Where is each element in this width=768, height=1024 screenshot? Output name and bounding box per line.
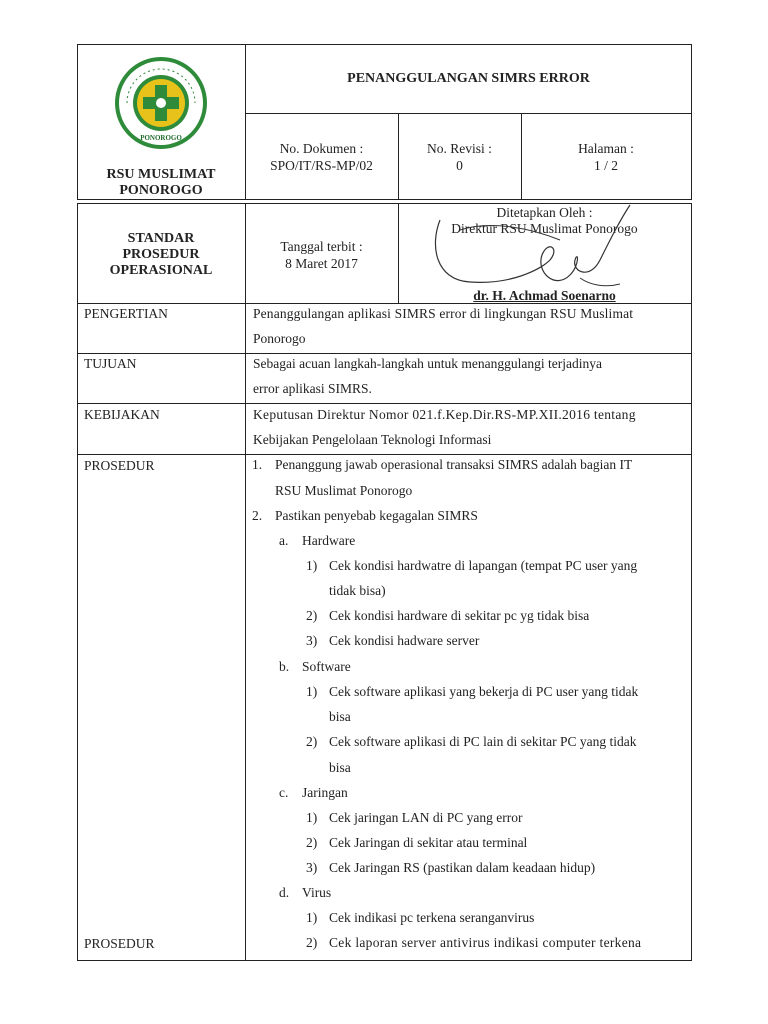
procedure-text: Penanggung jawab operasional transaksi SIMRS adalah bagian IT — [275, 457, 633, 472]
procedure-text: Cek laporan server antivirus indikasi computer terkena — [329, 935, 642, 950]
procedure-text: Cek Jaringan di sekitar atau terminal — [329, 835, 528, 850]
revision-value: 0 — [456, 158, 463, 173]
tujuan-line1: Sebagai acuan langkah-langkah untuk menanggulangi terjadinya — [253, 356, 603, 371]
kebijakan-line1: Keputusan Direktur Nomor 021.f.Kep.Dir.RS-MP.XII.2016 tentang — [253, 407, 636, 422]
revision-label: No. Revisi : — [427, 141, 492, 156]
procedure-text: Cek kondisi hadware server — [329, 633, 480, 648]
procedure-text: Cek Jaringan RS (pastikan dalam keadaan hidup) — [329, 860, 596, 875]
procedure-marker: 2. — [252, 508, 263, 523]
page-label: Halaman : — [578, 141, 634, 156]
procedure-text: Cek indikasi pc terkena seranganvirus — [329, 910, 535, 925]
page-value: 1 / 2 — [593, 158, 618, 173]
procedure-text: tidak bisa) — [329, 583, 386, 598]
procedure-marker: 2) — [306, 608, 318, 623]
logo-text-bottom: PONOROGO — [140, 134, 182, 142]
page-title: PENANGGULANGAN SIMRS ERROR — [347, 71, 590, 86]
pengertian-label: PENGERTIAN — [84, 306, 168, 321]
doc-number-label: No. Dokumen : — [279, 141, 364, 156]
procedure-marker: 3) — [306, 633, 318, 648]
prosedur-label-continued: PROSEDUR — [84, 936, 155, 951]
procedure-text: RSU Muslimat Ponorogo — [275, 483, 413, 498]
procedure-text: Cek kondisi hardware di sekitar pc yg tidak bisa — [329, 608, 590, 623]
procedure-text: bisa — [329, 709, 351, 724]
procedure-marker: 2) — [306, 935, 318, 950]
prosedur-label: PROSEDUR — [84, 458, 155, 473]
procedure-marker: 1) — [306, 910, 318, 925]
procedure-text: Jaringan — [302, 785, 348, 800]
sop-line3: OPERASIONAL — [109, 263, 213, 278]
procedure-text: Cek kondisi hardwatre di lapangan (tempat PC user yang — [329, 558, 638, 573]
procedure-text: Cek software aplikasi yang bekerja di PC user yang tidak — [329, 684, 639, 699]
procedure-marker: d. — [279, 885, 290, 900]
procedure-text: bisa — [329, 760, 351, 775]
signatory-name: dr. H. Achmad Soenarno — [473, 288, 616, 303]
procedure-marker: 2) — [306, 835, 318, 850]
approved-by: Direktur RSU Muslimat Ponorogo — [451, 221, 638, 236]
tujuan-line2: error aplikasi SIMRS. — [253, 381, 372, 396]
procedure-text: Virus — [302, 885, 332, 900]
procedure-marker: a. — [279, 533, 289, 548]
doc-number-value: SPO/IT/RS-MP/02 — [270, 158, 373, 173]
issue-date-label: Tanggal terbit : — [280, 239, 363, 254]
kebijakan-label: KEBIJAKAN — [84, 407, 160, 422]
procedure-marker: 1) — [306, 684, 318, 699]
procedure-marker: c. — [279, 785, 289, 800]
procedure-text: Software — [302, 659, 351, 674]
procedure-text: Hardware — [302, 533, 356, 548]
procedure-marker: 1. — [252, 457, 263, 472]
procedure-marker: 3) — [306, 860, 318, 875]
pengertian-line1: Penanggulangan aplikasi SIMRS error di lingkungan RSU Muslimat — [253, 306, 634, 321]
procedure-text: Cek jaringan LAN di PC yang error — [329, 810, 523, 825]
procedure-text: Pastikan penyebab kegagalan SIMRS — [275, 508, 478, 523]
procedure-marker: 1) — [306, 558, 318, 573]
sop-line1: STANDAR — [127, 231, 195, 246]
procedure-marker: 2) — [306, 734, 318, 749]
sop-line2: PROSEDUR — [122, 247, 200, 262]
signature — [430, 200, 640, 300]
issue-date-value: 8 Maret 2017 — [285, 256, 358, 271]
kebijakan-line2: Kebijakan Pengelolaan Teknologi Informasi — [253, 432, 492, 447]
tujuan-label: TUJUAN — [84, 356, 137, 371]
hospital-name-line1: RSU MUSLIMAT — [106, 167, 216, 182]
procedure-text: Cek software aplikasi di PC lain di sekitar PC yang tidak — [329, 734, 637, 749]
hospital-name-line2: PONOROGO — [119, 183, 203, 198]
approved-label: Ditetapkan Oleh : — [496, 205, 593, 220]
procedure-marker: 1) — [306, 810, 318, 825]
pengertian-line2: Ponorogo — [253, 331, 306, 346]
procedure-marker: b. — [279, 659, 290, 674]
